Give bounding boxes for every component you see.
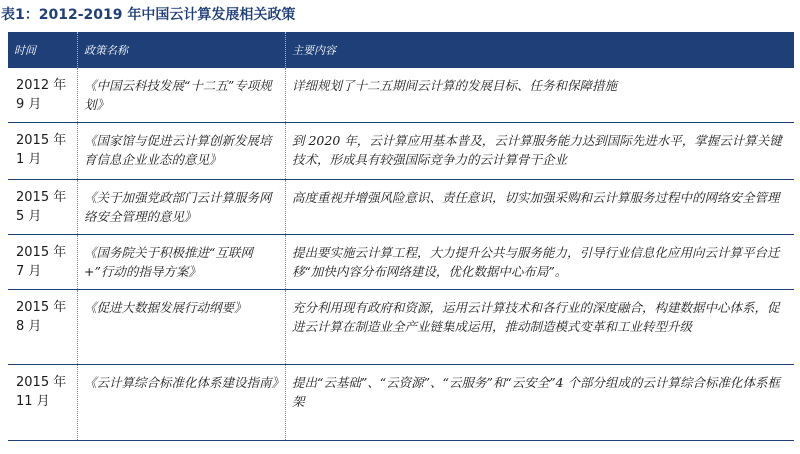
row-time: 2015 年 5 月 — [8, 180, 78, 234]
table-row — [8, 290, 794, 365]
table-row — [8, 123, 794, 180]
row-content: 提出“云基础”、“云资源”、“云服务”和“云安全”4 个部分组成的云计算综合标准化体系框架 — [292, 375, 781, 409]
table-row — [8, 180, 794, 235]
policy-table — [8, 32, 794, 441]
row-policy: 《促进大数据发展行动纲要》 — [78, 290, 286, 364]
table-row — [8, 365, 794, 441]
row-policy: 《国家馆与促进云计算创新发展培育信息企业业态的意见》 — [78, 123, 286, 179]
table-header — [8, 32, 794, 68]
table-title: 表1：2012-2019 年中国云计算发展相关政策 — [1, 7, 296, 23]
row-time: 2015 年 1 月 — [8, 123, 78, 179]
row-time: 2015 年 11 月 — [8, 365, 78, 440]
header-content: 主要内容 — [292, 44, 336, 57]
row-time: 2015 年 7 月 — [8, 235, 78, 289]
row-policy: 《云计算综合标准化体系建设指南》 — [78, 365, 286, 440]
row-content: 提出要实施云计算工程，大力提升公共与服务能力，引导行业信息化应用向云计算平台迁移“加快内容分布网络建设，优化数据中心布局”。 — [292, 245, 780, 279]
row-time: 2012 年 9 月 — [8, 68, 78, 122]
row-policy: 《中国云科技发展“十二五”专项规划》 — [78, 68, 286, 122]
row-content: 到 2020 年，云计算应用基本普及，云计算服务能力达到国际先进水平，掌握云计算关键技术，形成具有较强国际竞争力的云计算骨干企业 — [292, 133, 782, 167]
row-content: 高度重视并增强风险意识、责任意识，切实加强采购和云计算服务过程中的网络安全管理 — [292, 190, 780, 205]
header-time: 时间 — [8, 32, 78, 68]
row-policy: 《关于加强党政部门云计算服务网络安全管理的意见》 — [78, 180, 286, 234]
row-content: 充分利用现有政府和资源，运用云计算技术和各行业的深度融合，构建数据中心体系，促进云计算在制造业全产业链集成运用，推动制造模式变革和工业转型升级 — [292, 300, 780, 334]
row-time: 2015 年 8 月 — [8, 290, 78, 364]
row-policy: 《国务院关于积极推进“互联网+”行动的指导方案》 — [78, 235, 286, 289]
header-policy: 政策名称 — [78, 32, 286, 68]
table-row — [8, 235, 794, 290]
table-row — [8, 68, 794, 123]
row-content: 详细规划了十二五期间云计算的发展目标、任务和保障措施 — [292, 78, 618, 93]
